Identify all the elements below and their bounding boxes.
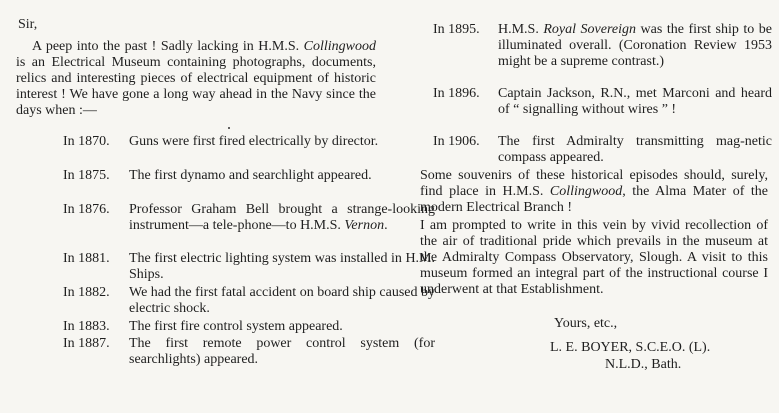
event-text: The first dynamo and searchlight appeared. [129,168,372,183]
event-text: We had the first fatal accident on board ship caused by electric shock. [129,285,435,316]
event-text: Guns were first fired electrically by director. [129,134,379,149]
event-text: The first Admiralty transmitting mag-netic compass appeared. [498,134,772,165]
closing: Yours, etc., [554,316,618,331]
salutation: Sir, [18,17,38,32]
event-year: In 1876. [63,202,110,217]
event-year: In 1906. [433,134,480,149]
event-text-before: H.M.S. [498,22,544,37]
event-text-after: . [384,218,388,233]
intro-text-1: A peep into the past ! Sadly lacking in H.M.S. [32,39,300,54]
event-text: The first electric lighting system was installed in H.M. Ships. [129,251,435,282]
event-year: In 1870. [63,134,110,149]
souvenirs-text-2: , the Alma Mater of the modern Electrical Branch ! [420,184,768,215]
intro-paragraph [16,39,376,119]
event-year: In 1896. [433,86,480,101]
event-year: In 1887. [63,336,110,351]
souvenirs-paragraph [420,168,768,216]
event-year: In 1881. [63,251,110,266]
event-year: In 1882. [63,285,110,300]
intro-ship-name: Collingwood [303,39,376,54]
event-text [498,22,772,70]
speck-mark [228,127,230,129]
event-ship-name: Royal Sovereign [543,22,637,37]
souvenirs-ship-name: Collingwood [549,184,623,199]
event-text [129,202,435,234]
author-name: L. E. BOYER, S.C.E.O. (L). [550,340,711,355]
event-text: The first fire control system appeared. [129,319,343,334]
event-text: Captain Jackson, R.N., met Marconi and heard of “ signalling without wires ” ! [498,86,772,117]
event-text-before: Professor Graham Bell brought a strange-looking instrument—a tele-phone—to H.M.S. [129,202,435,233]
prompted-paragraph: I am prompted to write in this vein by vivid recollection of the air of traditional pride which prevails in the museum at the Admiralty Compass Observatory, Slough. A visit to this museum formed an integral part of the instructional course I underwent at that Establishment. [420,218,768,297]
intro-text-2: is an Electrical Museum containing photographs, documents, relics and interesting pieces of electrical equipment of historic interest ! We have gone a long way ahead in the Navy since the days when :— [16,55,376,118]
event-ship-name: Vernon [344,218,385,233]
event-year: In 1875. [63,168,110,183]
souvenirs-text-1: Some souvenirs of these historical episodes should, surely, find place in H.M.S. [420,168,768,199]
author-location: N.L.D., Bath. [605,357,682,372]
event-year: In 1883. [63,319,110,334]
event-text: The first remote power control system (for searchlights) appeared. [129,336,435,367]
event-text-after: was the first ship to be illuminated overall. (Coronation Review 1953 might be a supreme contrast.) [498,22,772,69]
event-year: In 1895. [433,22,480,37]
